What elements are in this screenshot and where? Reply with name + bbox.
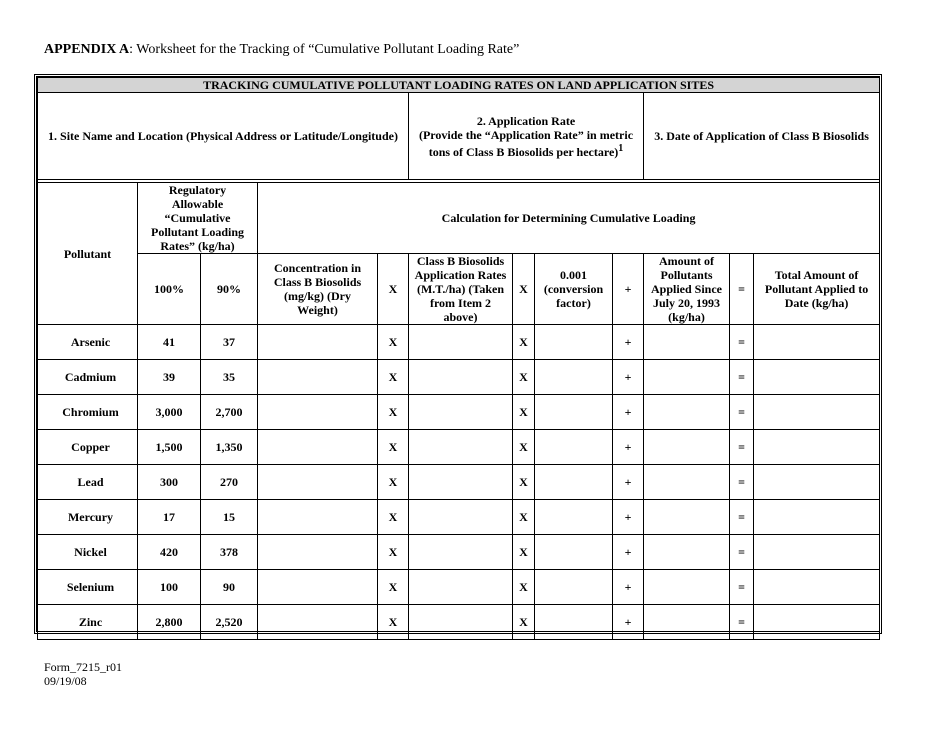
- multiply-sign: X: [513, 465, 535, 500]
- table-row: [38, 395, 880, 430]
- multiply-sign: X: [378, 500, 409, 535]
- conversion-header: 0.001 (conversion factor): [535, 254, 613, 325]
- plus-sign: +: [613, 430, 644, 465]
- multiply-sign: X: [378, 325, 409, 360]
- amount-since-input[interactable]: [644, 605, 730, 640]
- footnote-marker: 1: [618, 142, 624, 154]
- title-text: : Worksheet for the Tracking of “Cumulative Pollutant Loading Rate”: [129, 42, 520, 57]
- application-rate-input[interactable]: [409, 570, 513, 605]
- limit-90-value: 1,350: [201, 430, 258, 465]
- limit-90-value: 378: [201, 535, 258, 570]
- application-rate-input[interactable]: [409, 360, 513, 395]
- multiply-sign: X: [513, 500, 535, 535]
- section-row: [38, 93, 880, 180]
- pct100-header: 100%: [138, 254, 201, 325]
- plus-sign: +: [613, 395, 644, 430]
- plus-sign: +: [613, 500, 644, 535]
- conversion-input[interactable]: [535, 500, 613, 535]
- plus-sign: +: [613, 360, 644, 395]
- pollutant-name: Mercury: [38, 500, 138, 535]
- limit-100-value: 39: [138, 360, 201, 395]
- table-row: [38, 605, 880, 640]
- table-banner: TRACKING CUMULATIVE POLLUTANT LOADING RATES ON LAND APPLICATION SITES: [38, 78, 880, 93]
- amount-since-input[interactable]: [644, 535, 730, 570]
- banner-row: [38, 78, 880, 93]
- site-name-field[interactable]: [38, 93, 409, 180]
- limit-100-value: 420: [138, 535, 201, 570]
- multiply-sign: X: [513, 395, 535, 430]
- concentration-input[interactable]: [258, 395, 378, 430]
- multiply-sign: X: [513, 360, 535, 395]
- conversion-input[interactable]: [535, 395, 613, 430]
- pollutant-name: Arsenic: [38, 325, 138, 360]
- conversion-input[interactable]: [535, 465, 613, 500]
- application-rates-header: Class B Biosolids Application Rates (M.T./ha) (Taken from Item 2 above): [409, 254, 513, 325]
- equals-sign: =: [730, 535, 754, 570]
- equals-sign: =: [730, 465, 754, 500]
- multiply-sign: X: [378, 535, 409, 570]
- equals-sign: =: [730, 360, 754, 395]
- conversion-input[interactable]: [535, 360, 613, 395]
- table-row: [38, 535, 880, 570]
- limit-100-value: 2,800: [138, 605, 201, 640]
- table-row: [38, 465, 880, 500]
- plus-sign: +: [613, 465, 644, 500]
- conversion-input[interactable]: [535, 430, 613, 465]
- multiply-sign: X: [378, 605, 409, 640]
- limit-100-value: 41: [138, 325, 201, 360]
- application-date-label: 3. Date of Application of Class B Biosolids: [654, 129, 869, 143]
- concentration-input[interactable]: [258, 325, 378, 360]
- conversion-input[interactable]: [535, 325, 613, 360]
- pct90-header: 90%: [201, 254, 258, 325]
- equals-sign: =: [730, 570, 754, 605]
- concentration-header: Concentration in Class B Biosolids (mg/kg) (Dry Weight): [258, 254, 378, 325]
- pollutant-name: Cadmium: [38, 360, 138, 395]
- form-footer: [44, 660, 122, 688]
- page-title: [44, 42, 519, 58]
- plus-sign: +: [613, 570, 644, 605]
- limit-100-value: 1,500: [138, 430, 201, 465]
- header-row-1: [38, 183, 880, 254]
- application-rate-input[interactable]: [409, 500, 513, 535]
- concentration-input[interactable]: [258, 465, 378, 500]
- concentration-input[interactable]: [258, 360, 378, 395]
- amount-since-input[interactable]: [644, 500, 730, 535]
- multiply-sign: X: [513, 570, 535, 605]
- multiply-sign: X: [513, 535, 535, 570]
- header-row-2: [38, 254, 880, 325]
- multiply-sign: X: [378, 395, 409, 430]
- plus-header: +: [613, 254, 644, 325]
- limit-90-value: 15: [201, 500, 258, 535]
- concentration-input[interactable]: [258, 500, 378, 535]
- multiply-sign: X: [513, 325, 535, 360]
- pollutant-name: Chromium: [38, 395, 138, 430]
- multiply-sign: X: [378, 430, 409, 465]
- application-rate-desc: (Provide the “Application Rate” in metric tons of Class B Biosolids per hectare): [418, 127, 634, 159]
- total-amount-input[interactable]: [754, 500, 880, 535]
- equals-sign: =: [730, 325, 754, 360]
- limit-100-value: 100: [138, 570, 201, 605]
- limit-90-value: 2,520: [201, 605, 258, 640]
- application-rate-field[interactable]: [409, 93, 644, 180]
- form-number: Form_7215_r01: [44, 660, 122, 674]
- equals-sign: =: [730, 430, 754, 465]
- limit-90-value: 2,700: [201, 395, 258, 430]
- multiply-sign: X: [513, 605, 535, 640]
- application-rate-title: 2. Application Rate: [476, 113, 576, 128]
- pollutant-name: Nickel: [38, 535, 138, 570]
- equals-sign: =: [730, 500, 754, 535]
- multiply-header: X: [378, 254, 409, 325]
- multiply-sign: X: [513, 430, 535, 465]
- table-row: [38, 360, 880, 395]
- total-amount-input[interactable]: [754, 360, 880, 395]
- plus-sign: +: [613, 535, 644, 570]
- concentration-input[interactable]: [258, 605, 378, 640]
- amount-since-header: Amount of Pollutants Applied Since July 20, 1993 (kg/ha): [644, 254, 730, 325]
- conversion-input[interactable]: [535, 535, 613, 570]
- total-amount-input[interactable]: [754, 465, 880, 500]
- total-amount-header: Total Amount of Pollutant Applied to Date (kg/ha): [754, 254, 880, 325]
- amount-since-input[interactable]: [644, 570, 730, 605]
- amount-since-input[interactable]: [644, 360, 730, 395]
- pollutant-header: Pollutant: [38, 183, 138, 325]
- site-name-label: 1. Site Name and Location (Physical Address or Latitude/Longitude): [48, 129, 398, 143]
- application-rate-input[interactable]: [409, 535, 513, 570]
- pollutant-name: Zinc: [38, 605, 138, 640]
- pollutant-rows: [38, 325, 880, 640]
- regulatory-header: Regulatory Allowable “Cumulative Pollutant Loading Rates” (kg/ha): [138, 183, 258, 254]
- limit-100-value: 17: [138, 500, 201, 535]
- form-date: 09/19/08: [44, 674, 87, 688]
- limit-90-value: 35: [201, 360, 258, 395]
- pollutant-name: Selenium: [38, 570, 138, 605]
- equals-sign: =: [730, 395, 754, 430]
- calculation-header: Calculation for Determining Cumulative Loading: [258, 183, 880, 254]
- table-row: [38, 500, 880, 535]
- plus-sign: +: [613, 325, 644, 360]
- pollutant-name: Copper: [38, 430, 138, 465]
- amount-since-input[interactable]: [644, 395, 730, 430]
- concentration-input[interactable]: [258, 430, 378, 465]
- limit-100-value: 300: [138, 465, 201, 500]
- plus-sign: +: [613, 605, 644, 640]
- conversion-input[interactable]: [535, 605, 613, 640]
- multiply-sign: X: [378, 570, 409, 605]
- application-rate-input[interactable]: [409, 395, 513, 430]
- total-amount-input[interactable]: [754, 325, 880, 360]
- application-rate-input[interactable]: [409, 325, 513, 360]
- multiply-header-2: X: [513, 254, 535, 325]
- equals-sign: =: [730, 605, 754, 640]
- total-amount-input[interactable]: [754, 570, 880, 605]
- concentration-input[interactable]: [258, 535, 378, 570]
- concentration-input[interactable]: [258, 570, 378, 605]
- table-row: [38, 430, 880, 465]
- limit-100-value: 3,000: [138, 395, 201, 430]
- amount-since-input[interactable]: [644, 325, 730, 360]
- multiply-sign: X: [378, 360, 409, 395]
- table-row: [38, 570, 880, 605]
- worksheet-table: [37, 77, 880, 640]
- application-rate-input[interactable]: [409, 605, 513, 640]
- limit-90-value: 37: [201, 325, 258, 360]
- total-amount-input[interactable]: [754, 605, 880, 640]
- limit-90-value: 90: [201, 570, 258, 605]
- conversion-input[interactable]: [535, 570, 613, 605]
- multiply-sign: X: [378, 465, 409, 500]
- amount-since-input[interactable]: [644, 430, 730, 465]
- pollutant-name: Lead: [38, 465, 138, 500]
- total-amount-input[interactable]: [754, 395, 880, 430]
- limit-90-value: 270: [201, 465, 258, 500]
- application-rate-input[interactable]: [409, 465, 513, 500]
- total-amount-input[interactable]: [754, 430, 880, 465]
- application-date-field[interactable]: [644, 93, 880, 180]
- total-amount-input[interactable]: [754, 535, 880, 570]
- equals-header: =: [730, 254, 754, 325]
- amount-since-input[interactable]: [644, 465, 730, 500]
- application-rate-input[interactable]: [409, 430, 513, 465]
- table-row: [38, 325, 880, 360]
- appendix-label: APPENDIX A: [44, 42, 130, 57]
